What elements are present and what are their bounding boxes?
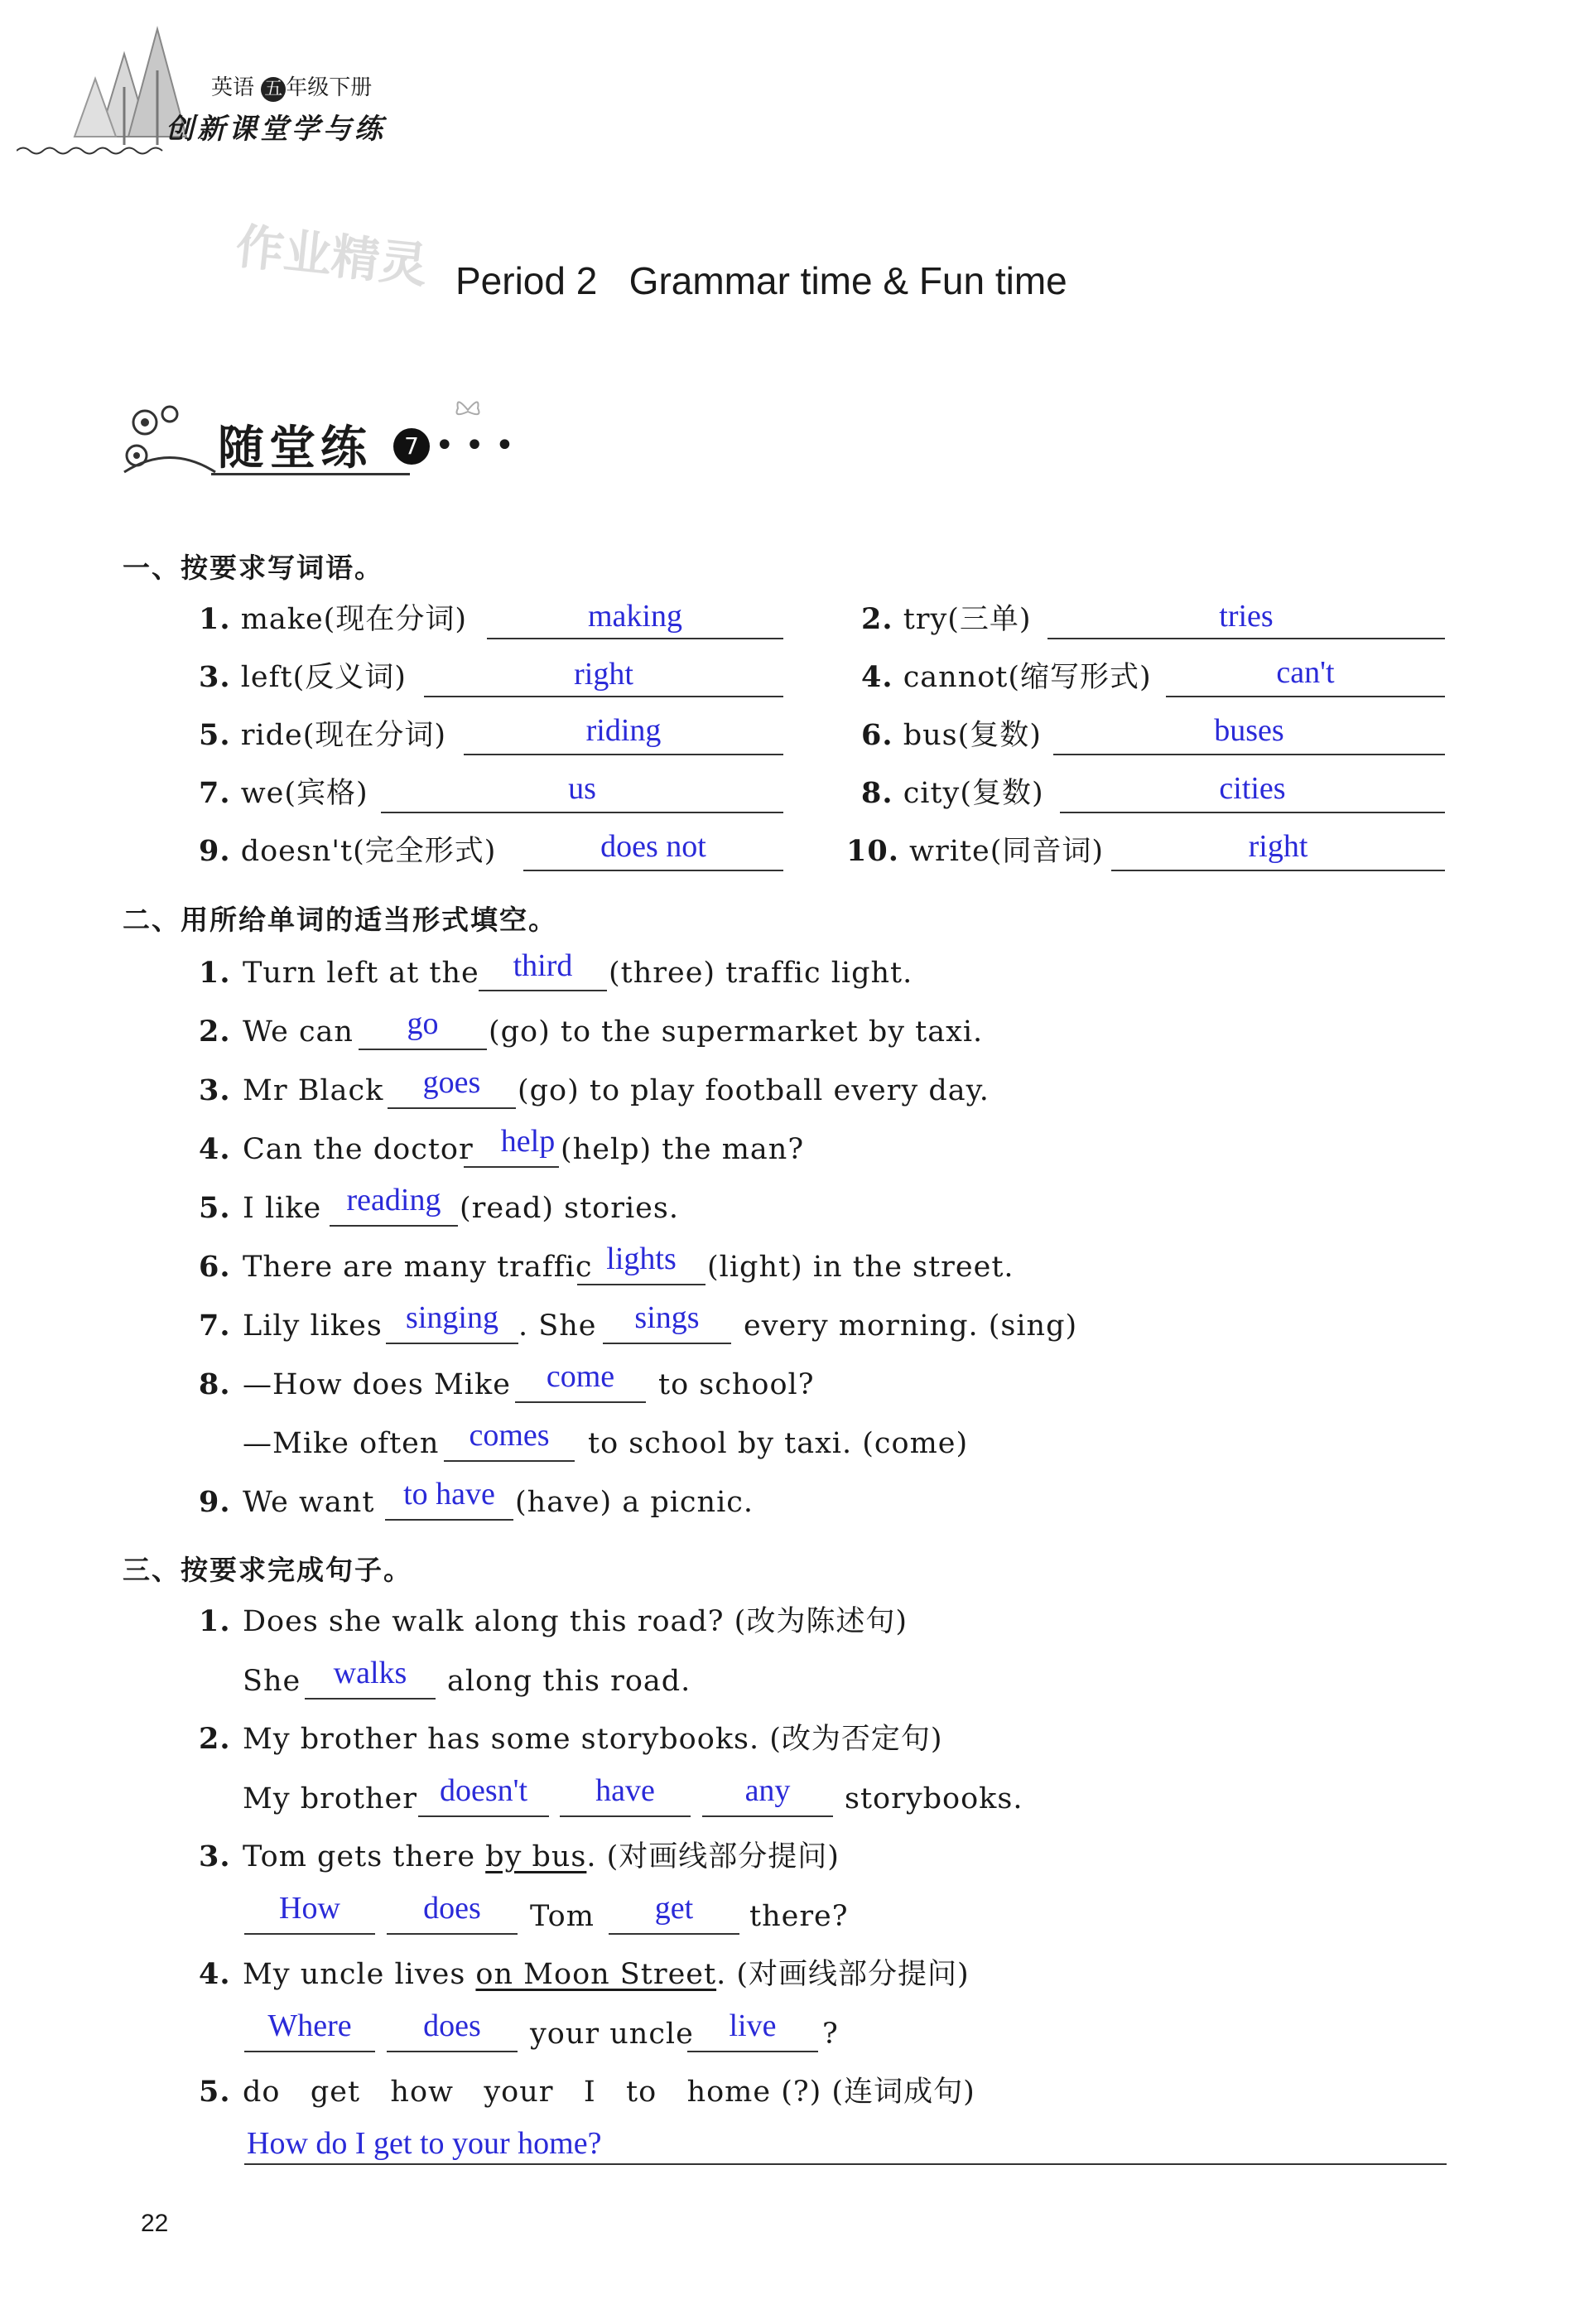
s1-item-6 xyxy=(861,719,1042,752)
s2-item-3-post: (go) to play football every day. xyxy=(518,1074,990,1107)
header-grade: 年级下册 xyxy=(286,75,373,100)
s2-item-7-post: every morning. (sing) xyxy=(744,1309,1078,1343)
s3-item-4-q-underlined: on Moon Street xyxy=(475,1958,717,1991)
s3-item-3-answer-1: How xyxy=(279,1891,340,1926)
s2-item-7-mid: . She xyxy=(518,1309,597,1343)
s3-item-4-answer-3: live xyxy=(729,2008,777,2043)
s3-item-3-q-post: . (对画线部分提问) xyxy=(586,1840,840,1873)
s1-item-4-line xyxy=(1166,696,1445,697)
s1-item-3 xyxy=(199,661,407,694)
s1-item-7-num: 7. xyxy=(199,776,231,810)
s2-item-5-post: (read) stories. xyxy=(460,1192,679,1225)
s3-item-2-answer-2: have xyxy=(595,1773,655,1808)
section-1-title: 一、按要求写词语。 xyxy=(123,552,383,584)
s2-item-7-num: 7. xyxy=(199,1309,231,1343)
s3-item-4-q-pre: My uncle lives xyxy=(243,1958,476,1991)
s2-item-1-line xyxy=(479,990,607,991)
s1-item-8 xyxy=(861,777,1044,810)
header xyxy=(17,17,447,162)
s3-item-1-question: Does she walk along this road? (改为陈述句) xyxy=(243,1605,908,1638)
s2-item-7-answer-2: sings xyxy=(634,1300,700,1335)
s1-item-4-answer: can't xyxy=(1276,655,1335,690)
s3-item-4-answer-2: does xyxy=(423,2008,481,2043)
s3-item-4-line-3 xyxy=(687,2051,818,2052)
s1-item-3-prompt: left(反义词) xyxy=(240,661,407,694)
s3-item-4-answer-mid: your uncle xyxy=(530,2018,694,2051)
s2-item-5-pre: I like xyxy=(243,1192,322,1225)
s2-item-9-line xyxy=(385,1519,513,1521)
s1-item-4-num: 4. xyxy=(861,660,893,694)
s2-item-8-post: to school? xyxy=(658,1368,815,1401)
s3-item-3-answer-mid: Tom xyxy=(530,1900,595,1933)
s2-item-9-post: (have) a picnic. xyxy=(515,1486,754,1519)
s3-item-3-line-3 xyxy=(609,1933,739,1935)
s2-item-8b-pre: —Mike often xyxy=(243,1427,440,1460)
s1-item-6-num: 6. xyxy=(861,718,893,752)
wavy-line-icon xyxy=(17,145,166,157)
s1-item-3-num: 3. xyxy=(199,660,231,694)
s1-item-5-answer: riding xyxy=(585,713,662,748)
s1-item-4 xyxy=(861,661,1152,694)
s1-item-10-prompt: write(同音词) xyxy=(909,835,1105,868)
s3-item-2-num: 2. xyxy=(199,1722,231,1756)
s2-item-8b-post: to school by taxi. (come) xyxy=(588,1427,969,1460)
s2-item-7-pre: Lily likes xyxy=(243,1309,383,1343)
s1-item-10-answer: right xyxy=(1248,829,1308,864)
s2-item-4-pre: Can the doctor xyxy=(243,1133,474,1166)
s1-item-2-num: 2. xyxy=(861,602,893,636)
s2-item-2-pre: We can xyxy=(243,1015,354,1049)
s2-item-2-post: (go) to the supermarket by taxi. xyxy=(489,1015,984,1049)
s2-item-6-pre: There are many traffic xyxy=(243,1251,593,1284)
s3-item-2-line-3 xyxy=(702,1815,833,1817)
page-title: Period 2 Grammar time & Fun time xyxy=(455,259,1067,302)
s3-item-4-num: 4. xyxy=(199,1957,231,1991)
s1-item-3-answer: right xyxy=(574,657,633,692)
banner-badge-icon: 7 xyxy=(393,428,430,465)
s3-item-1-answer-pre: She xyxy=(243,1665,301,1698)
s3-item-3-answer-3: get xyxy=(654,1891,694,1926)
page-number: 22 xyxy=(141,2210,169,2237)
s3-item-3-answer-2: does xyxy=(423,1891,481,1926)
watermark: 作业精灵 xyxy=(233,218,431,294)
s1-item-9-answer: does not xyxy=(600,829,706,864)
s2-item-8-num: 8. xyxy=(199,1367,231,1401)
s3-item-4-line-1 xyxy=(244,2051,375,2052)
s1-item-10-line xyxy=(1111,870,1445,871)
grade-badge: 五 xyxy=(261,77,286,102)
s2-item-4-num: 4. xyxy=(199,1132,231,1166)
s1-item-2-prompt: try(三单) xyxy=(903,603,1032,636)
s2-item-6-num: 6. xyxy=(199,1250,231,1284)
s3-item-3-q-underlined: by bus xyxy=(485,1840,587,1873)
s3-item-3-answer-post: there? xyxy=(749,1900,849,1933)
s3-item-4-q-post: . (对画线部分提问) xyxy=(716,1958,970,1991)
s2-item-5-num: 5. xyxy=(199,1191,231,1225)
s2-item-6-line xyxy=(577,1284,706,1285)
s1-item-10 xyxy=(846,835,1104,868)
s1-item-1-line xyxy=(487,638,783,639)
s1-item-9 xyxy=(199,835,496,868)
s1-item-8-num: 8. xyxy=(861,776,893,810)
section-2-title: 二、用所给单词的适当形式填空。 xyxy=(123,904,557,936)
s3-item-2-answer-1: doesn't xyxy=(439,1773,528,1808)
s1-item-9-prompt: doesn't(完全形式) xyxy=(240,835,497,868)
header-subject: 英语 xyxy=(211,75,255,100)
s1-item-7-line xyxy=(381,812,783,813)
s2-item-8-answer: come xyxy=(546,1359,615,1394)
s1-item-6-answer: buses xyxy=(1214,713,1284,748)
s1-item-1-answer: making xyxy=(588,599,682,634)
s3-item-4-answer-post: ? xyxy=(822,2018,839,2051)
s2-item-2-line xyxy=(359,1049,487,1050)
s3-item-3-line-1 xyxy=(244,1933,375,1935)
s3-item-2-question: My brother has some storybooks. (改为否定句) xyxy=(243,1723,943,1756)
s3-item-5-question: do get how your I to home (?) (连词成句) xyxy=(243,2076,975,2109)
s3-item-3-num: 3. xyxy=(199,1839,231,1873)
s3-item-5-line xyxy=(244,2163,1447,2165)
s2-item-9-num: 9. xyxy=(199,1485,231,1519)
s1-item-5-prompt: ride(现在分词) xyxy=(240,719,447,752)
banner-dots: • • • xyxy=(435,427,515,465)
s2-item-8-pre: —How does Mike xyxy=(243,1368,511,1401)
s2-item-2-num: 2. xyxy=(199,1015,231,1049)
s3-item-5-answer: How do I get to your home? xyxy=(247,2126,602,2161)
s2-item-2-answer: go xyxy=(407,1006,439,1041)
s3-item-1-answer-post: along this road. xyxy=(447,1665,691,1698)
s1-item-4-prompt: cannot(缩写形式) xyxy=(903,661,1152,694)
s3-item-4-question xyxy=(243,1958,970,1991)
s3-item-1-answer-1: walks xyxy=(333,1656,407,1690)
s2-item-1-post: (three) traffic light. xyxy=(609,957,913,990)
s1-item-6-prompt: bus(复数) xyxy=(903,719,1042,752)
s3-item-3-q-pre: Tom gets there xyxy=(243,1840,486,1873)
s2-item-3-answer: goes xyxy=(422,1065,481,1100)
s1-item-1-num: 1. xyxy=(199,602,231,636)
section-banner xyxy=(120,393,534,485)
s2-item-8-line xyxy=(515,1401,646,1403)
s2-item-3-line xyxy=(388,1107,516,1109)
s2-item-8b-answer: comes xyxy=(469,1418,550,1453)
banner-underline xyxy=(211,473,410,475)
s2-item-6-post: (light) in the street. xyxy=(707,1251,1014,1284)
header-subject-line xyxy=(211,70,372,102)
s1-item-5-num: 5. xyxy=(199,718,231,752)
s1-item-2 xyxy=(861,603,1032,636)
s1-item-9-line xyxy=(523,870,783,871)
s1-item-5-line xyxy=(464,754,783,755)
s3-item-3-line-2 xyxy=(387,1933,518,1935)
flower-decoration-icon xyxy=(120,393,219,485)
s1-item-2-answer: tries xyxy=(1219,599,1274,634)
s2-item-7-answer-1: singing xyxy=(406,1300,498,1335)
butterfly-icon xyxy=(451,393,484,427)
s1-item-5 xyxy=(199,719,446,752)
s1-item-3-line xyxy=(424,696,783,697)
s3-item-1-line xyxy=(305,1698,436,1700)
s1-item-6-line xyxy=(1053,754,1445,755)
book-title: 创新课堂学与练 xyxy=(166,113,386,146)
s3-item-2-answer-3: any xyxy=(744,1773,791,1808)
s1-item-8-line xyxy=(1060,812,1445,813)
s3-item-3-question xyxy=(243,1840,840,1873)
s2-item-7-line-2 xyxy=(603,1343,731,1344)
s1-item-9-num: 9. xyxy=(199,834,231,868)
section-banner-label: 随堂练 xyxy=(218,421,372,475)
s3-item-4-answer-1: Where xyxy=(267,2008,352,2043)
section-3-title: 三、按要求完成句子。 xyxy=(123,1554,412,1586)
s2-item-6-answer: lights xyxy=(606,1242,677,1276)
s3-item-5-num: 5. xyxy=(199,2075,231,2109)
s1-item-10-num: 10. xyxy=(846,834,899,868)
s2-item-5-line xyxy=(330,1225,458,1227)
s2-item-7-line-1 xyxy=(386,1343,518,1344)
s2-item-1-answer: third xyxy=(513,948,573,983)
s1-item-7 xyxy=(199,777,368,810)
s1-item-8-answer: cities xyxy=(1219,771,1286,806)
s1-item-1-prompt: make(现在分词) xyxy=(240,603,467,636)
s2-item-5-answer: reading xyxy=(346,1183,441,1217)
s1-item-7-prompt: we(宾格) xyxy=(240,777,368,810)
s2-item-4-answer: help xyxy=(500,1124,556,1159)
s1-item-1 xyxy=(199,603,467,636)
s3-item-2-line-2 xyxy=(560,1815,691,1817)
s2-item-3-pre: Mr Black xyxy=(243,1074,384,1107)
s1-item-8-prompt: city(复数) xyxy=(903,777,1044,810)
s3-item-1-num: 1. xyxy=(199,1604,231,1638)
s2-item-1-pre: Turn left at the xyxy=(243,957,479,990)
s3-item-2-answer-post: storybooks. xyxy=(845,1782,1023,1815)
s3-item-4-line-2 xyxy=(387,2051,518,2052)
s1-item-2-line xyxy=(1047,638,1445,639)
s2-item-3-num: 3. xyxy=(199,1073,231,1107)
s2-item-1-num: 1. xyxy=(199,956,231,990)
s2-item-4-post: (help) the man? xyxy=(561,1133,805,1166)
s2-item-8b-line xyxy=(444,1460,575,1462)
s2-item-9-pre: We want xyxy=(243,1486,375,1519)
s3-item-2-line-1 xyxy=(418,1815,549,1817)
s3-item-2-answer-pre: My brother xyxy=(243,1782,417,1815)
s2-item-4-line xyxy=(464,1166,559,1168)
s1-item-7-answer: us xyxy=(568,771,596,806)
s2-item-9-answer: to have xyxy=(403,1477,495,1512)
